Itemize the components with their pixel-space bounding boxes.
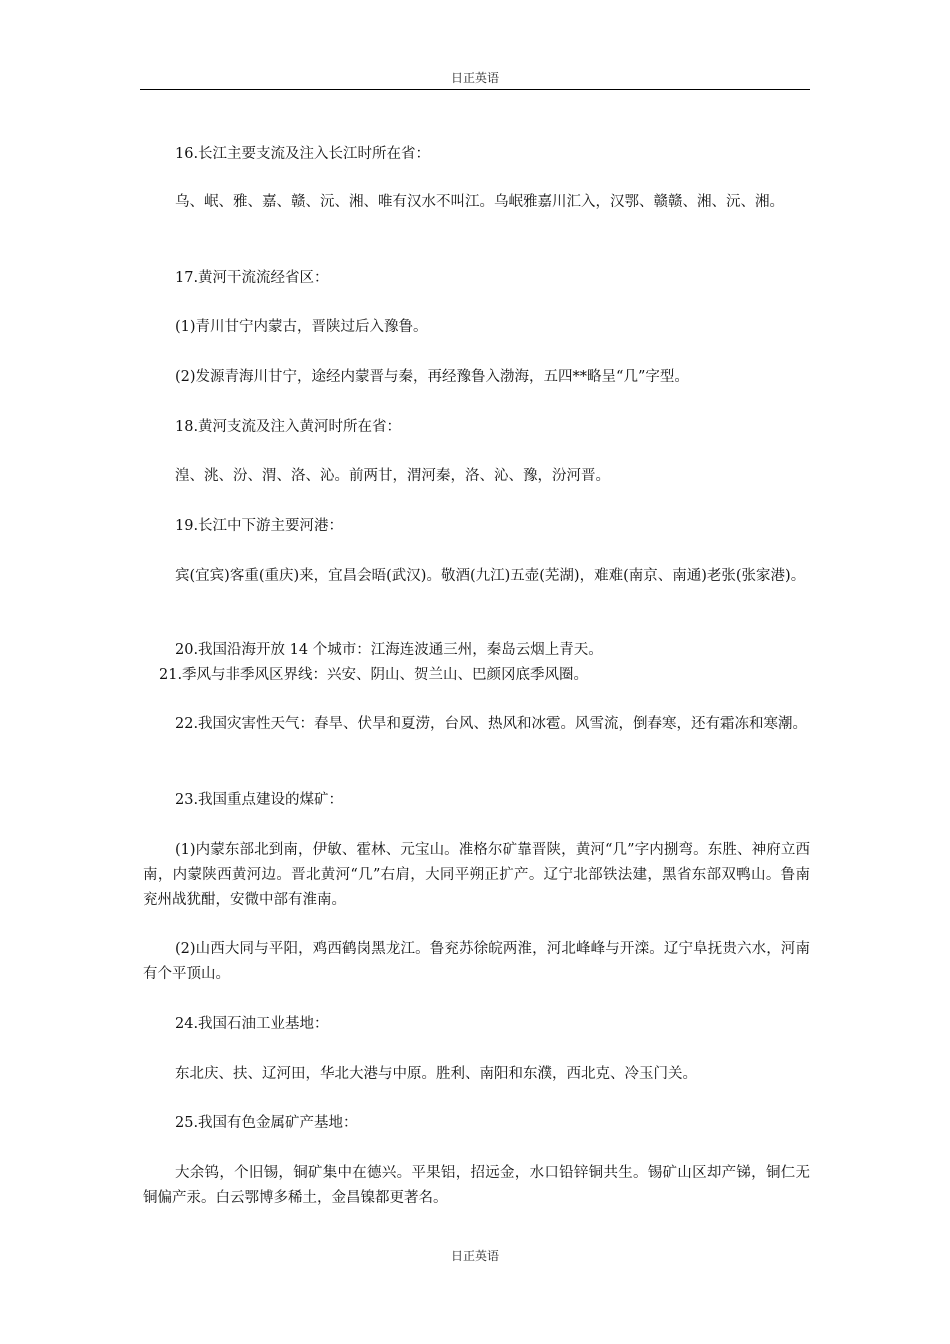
paragraph: (1)青川甘宁内蒙古，晋陕过后入豫鲁。 xyxy=(175,319,428,335)
paragraph: 乌、岷、雅、嘉、赣、沅、湘、唯有汉水不叫江。乌岷雅嘉川汇入，汉鄂、赣赣、湘、沅、湘。 xyxy=(175,194,784,210)
page-footer: 日正英语 xyxy=(450,1249,499,1263)
section-heading-16: 16.长江主要支流及注入长江时所在省： xyxy=(175,146,431,162)
section-heading-23: 23.我国重点建设的煤矿： xyxy=(175,792,344,808)
paragraph: (1)内蒙东部北到南，伊敏、霍林、元宝山。准格尔矿靠晋陕，黄河“几”字内捌弯。东胜、神府立西南，内蒙陕西黄河边。晋北黄河“几”右肩，大同平朔正扩产。辽宁北部铁法建，黑省东部双鸭山。鲁南兖州战犹酣，安微中部有淮南。 xyxy=(143,842,810,908)
section-heading-21: 21.季风与非季风区界线：兴安、阴山、贺兰山、巴颜冈底季风圈。 xyxy=(159,667,589,683)
section-heading-19: 19.长江中下游主要河港： xyxy=(175,518,344,534)
paragraph: 大余钨，个旧锡，铜矿集中在德兴。平果铝，招远金，水口铅锌铜共生。锡矿山区却产锑，铜仁无铜偏产汞。白云鄂博多稀土，金昌镍都更著名。 xyxy=(143,1165,810,1206)
paragraph: 东北庆、扶、辽河田，华北大港与中原。胜利、南阳和东濮，西北克、冷玉门关。 xyxy=(175,1066,697,1082)
section-heading-20: 20.我国沿海开放 14 个城市：江海连波通三州，秦岛云烟上青天。 xyxy=(175,642,603,658)
paragraph: 湟、洮、汾、渭、洛、沁。前两甘，渭河秦，洛、沁、豫，汾河晋。 xyxy=(175,468,610,484)
section-heading-17: 17.黄河干流流经省区： xyxy=(175,270,329,286)
paragraph: (2)山西大同与平阳，鸡西鹤岗黑龙江。鲁兖苏徐皖两淮，河北峰峰与开滦。辽宁阜抚贵六水，河南有个平顶山。 xyxy=(143,941,810,982)
section-heading-25: 25.我国有色金属矿产基地： xyxy=(175,1115,358,1131)
paragraph: 宾(宜宾)客重(重庆)来，宜昌会晤(武汉)。敬酒(九江)五壶(芜湖)，难难(南京、南通)老张(张家港)。 xyxy=(175,568,806,584)
section-heading-18: 18.黄河支流及注入黄河时所在省： xyxy=(175,419,402,435)
page-header: 日正英语 xyxy=(140,70,810,90)
section-heading-24: 24.我国石油工业基地： xyxy=(175,1016,329,1032)
paragraph: (2)发源青海川甘宁，途经内蒙晋与秦，再经豫鲁入渤海，五四**略呈“几”字型。 xyxy=(175,369,689,385)
section-heading-22: 22.我国灾害性天气：春旱、伏旱和夏涝，台风、热风和冰雹。风雪流，倒春寒，还有霜冻和寒潮。 xyxy=(175,716,808,732)
